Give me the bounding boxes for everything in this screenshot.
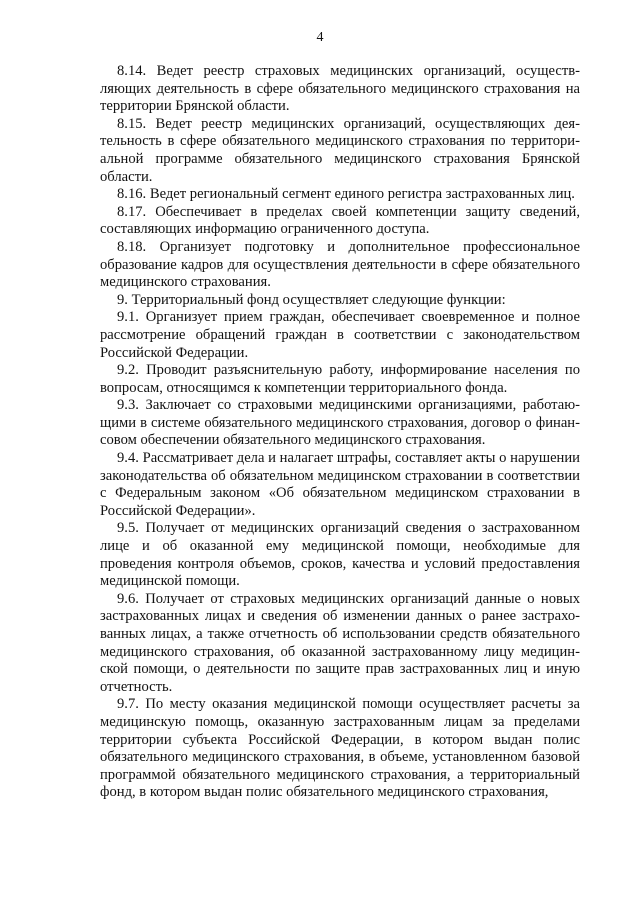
- document-body: [100, 63, 580, 802]
- paragraph-9-1: 9.1. Организует прием граждан, обеспечивает своевременное и полное рассмотрение обращений граждан в соответствии с законодательством Российской Федерации.: [100, 309, 580, 361]
- paragraph-9: 9. Территориальный фонд осуществляет следующие функции:: [117, 291, 506, 308]
- paragraph-9-3: 9.3. Заключает со страховыми медицинскими организациями, работающими в системе обязательного медицинского страхования, договор о финансовом обеспечении обязательного медицинского страхования.: [100, 397, 580, 449]
- page-number: 4: [316, 30, 324, 45]
- paragraph-9-4: 9.4. Рассматривает дела и налагает штрафы, составляет акты о нарушении законодательства об обязательном медицинском страховании в соответствии с Федеральным законом «Об обязательном медицинском страховании в Российской Федерации».: [100, 450, 580, 519]
- paragraph-8-15: 8.15. Ведет реестр медицинских организаций, осуществляющих деятельность в сфере обязательного медицинского страхования по территориальной программе обязательного медицинского страхования Брянской области.: [100, 115, 580, 185]
- paragraph-9-5: 9.5. Получает от медицинских организаций сведения о застрахованном лице и об оказанной ему медицинской помощи, необходимые для проведения контроля объемов, сроков, качества и условий предоставления медицинской помощи.: [100, 520, 580, 590]
- paragraph-8-17: 8.17. Обеспечивает в пределах своей компетенции защиту сведений, составляющих информацию ограниченного доступа.: [100, 203, 580, 238]
- paragraph-8-14: 8.14. Ведет реестр страховых медицинских организаций, осуществляющих деятельность в сфере обязательного медицинского страхования на территории Брянской области.: [100, 63, 580, 115]
- paragraph-8-18: 8.18. Организует подготовку и дополнительное профессиональное образование кадров для осуществления деятельности в сфере обязательного медицинского страхования.: [100, 238, 580, 291]
- paragraph-8-16: 8.16. Ведет региональный сегмент единого регистра застрахованных лиц.: [117, 186, 575, 203]
- paragraph-9-7: 9.7. По месту оказания медицинской помощи осуществляет расчеты за медицинскую помощь, оказанную застрахованным лицам за пределами территории субъекта Российской Федерации, в котором выдан полис обязательного медицинского страхования, в объеме, установленном базовой программой обязательного медицинского страхования, а территориальный фонд, в котором выдан полис обязательного медицинского страхования,: [100, 696, 580, 801]
- paragraph-9-2: 9.2. Проводит разъяснительную работу, информирование населения по вопросам, относящимся к компетенции территориального фонда.: [100, 362, 580, 396]
- paragraph-9-6: 9.6. Получает от страховых медицинских организаций данные о новых застрахованных лицах и сведения об изменении данных о ранее застрахованных лицах, а также отчетность об использовании средств обязательного медицинского страхования, об оказанной застрахованному лицу медицинской помощи, о деятельности по защите прав застрахованных лиц и иную отчетность.: [100, 590, 580, 695]
